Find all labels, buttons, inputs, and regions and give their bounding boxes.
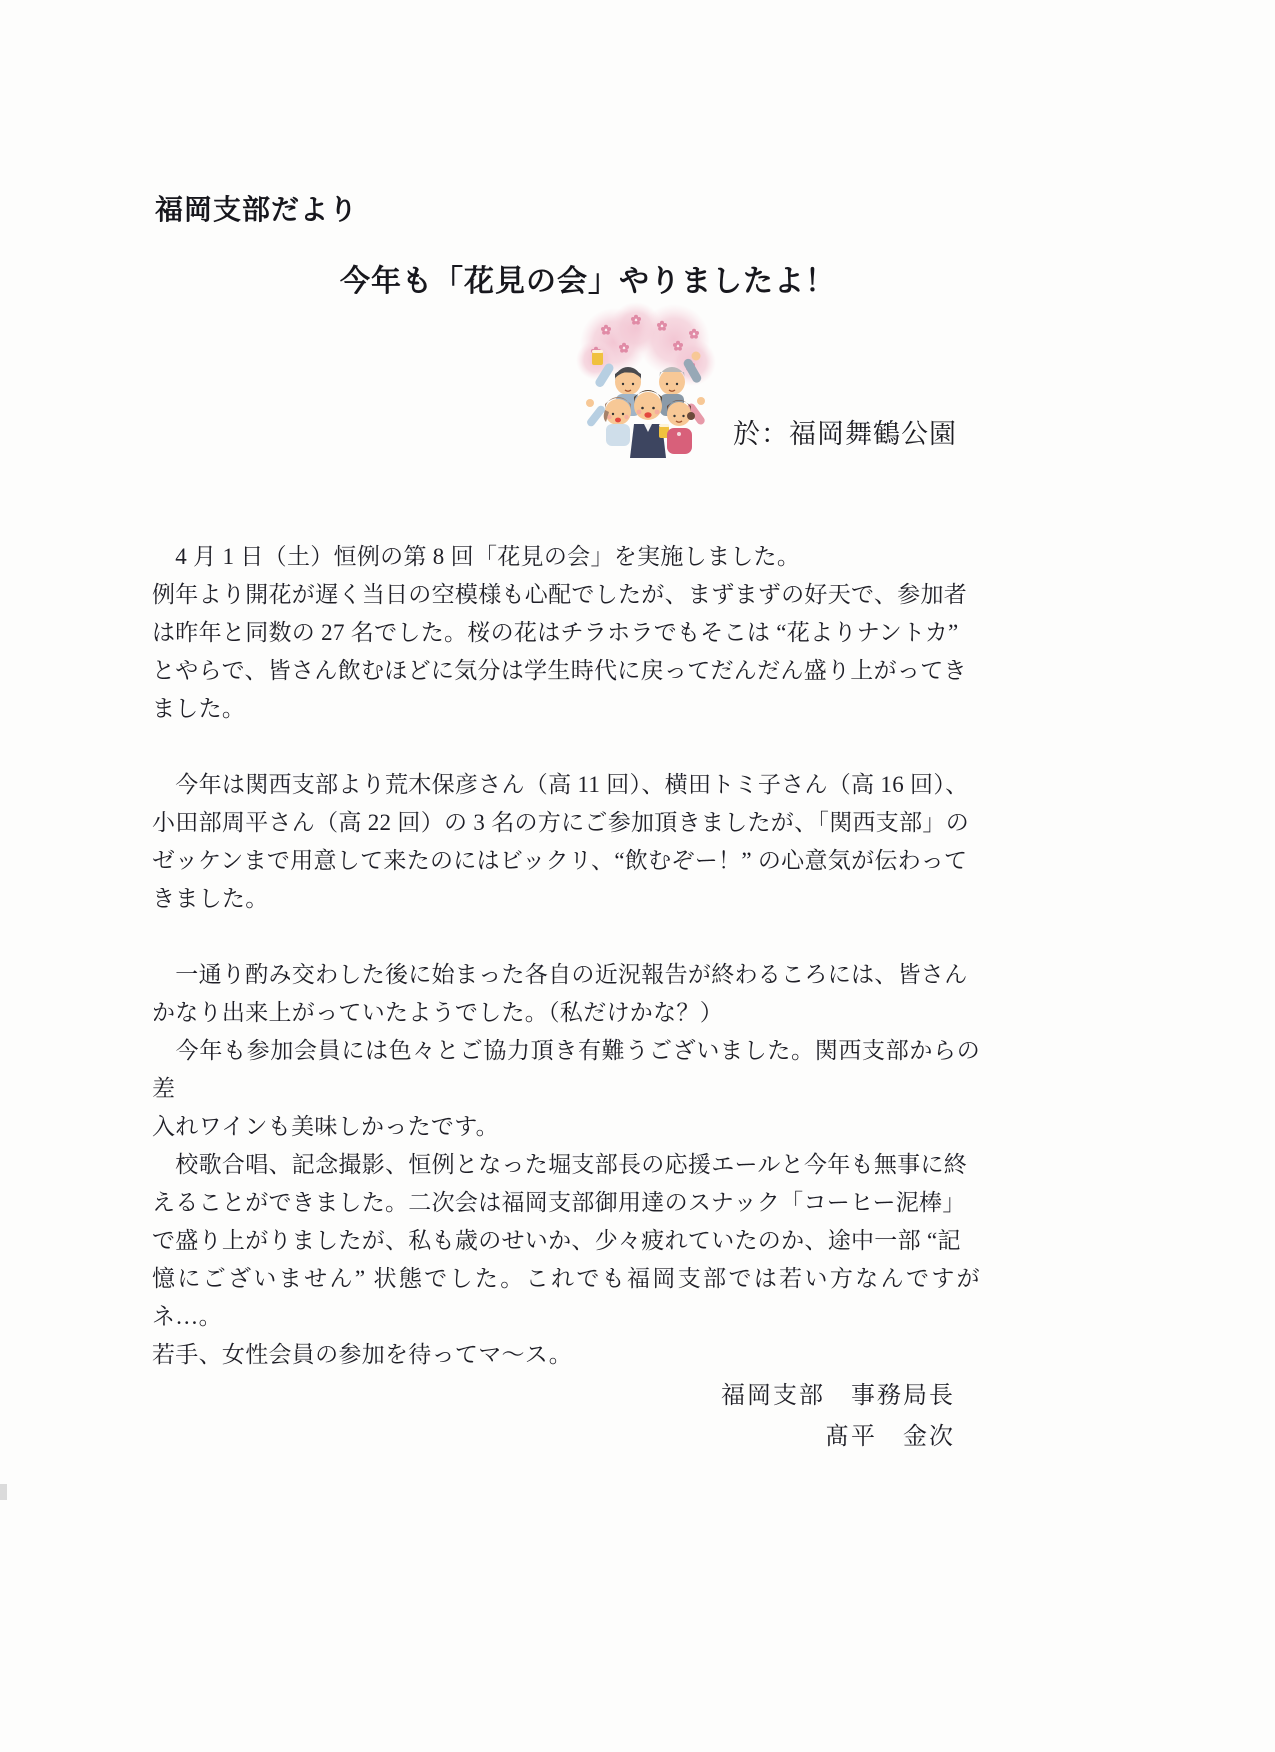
text-line: 若手、女性会員の参加を待ってマ～ス。 xyxy=(152,1342,573,1367)
page-title: 福岡支部だより xyxy=(155,194,359,225)
paragraph-3 xyxy=(152,956,980,1146)
paragraph-1 xyxy=(152,538,980,728)
signature-block xyxy=(721,1376,955,1458)
text-line: かなり出来上がっていたようでした。（私だけかな？） xyxy=(152,1000,723,1025)
text-line: は昨年と同数の 27 名でした。桜の花はチラホラでもそこは “花よりナントカ” xyxy=(152,620,959,645)
text-line: 入れワインも美味しかったです。 xyxy=(152,1114,499,1139)
hanami-clipart-svg xyxy=(566,300,728,462)
text-line: 4 月 1 日（土）恒例の第 8 回「花見の会」を実施しました。 xyxy=(152,544,801,569)
scan-artifact xyxy=(0,1484,7,1500)
text-line: 髙平 金次 xyxy=(825,1424,955,1450)
text-line: 小田部周平さん（高 22 回）の 3 名の方にご参加頂きましたが、「関西支部」の xyxy=(152,810,969,835)
text-line: で盛り上がりましたが、私も歳のせいか、少々疲れていたのか、途中一部 “記 xyxy=(152,1228,961,1253)
headline: 今年も「花見の会」やりましたよ！ xyxy=(340,265,836,298)
text-line: きました。 xyxy=(152,886,269,911)
text-line: 例年より開花が遅く当日の空模様も心配でしたが、まずまずの好天で、参加者 xyxy=(152,582,968,607)
text-line: 福岡支部 事務局長 xyxy=(721,1383,955,1409)
hanami-party-illustration xyxy=(566,300,728,462)
text-line: 憶にございません” 状態でした。これでも福岡支部では若い方なんですがネ…。 xyxy=(152,1266,980,1329)
text-line: とやらで、皆さん飲むほどに気分は学生時代に戻ってだんだん盛り上がってき xyxy=(152,658,967,683)
text-line: 今年も参加会員には色々とご協力頂き有難うございました。関西支部からの差 xyxy=(152,1038,980,1101)
text-line: 今年は関西支部より荒木保彦さん（高 11 回）、横田トミ子さん（高 16 回）、 xyxy=(152,772,969,797)
text-line: ました。 xyxy=(152,696,246,721)
text-line: 校歌合唱、記念撮影、恒例となった堀支部長の応援エールと今年も無事に終 xyxy=(152,1152,968,1177)
paragraph-2 xyxy=(152,766,980,918)
text-line: えることができました。二次会は福岡支部御用達のスナック「コーヒー泥棒」 xyxy=(152,1190,966,1215)
paragraph-4 xyxy=(152,1146,980,1374)
text-line: 一通り酌み交わした後に始まった各自の近況報告が終わるころには、皆さん xyxy=(152,962,968,987)
text-line: ゼッケンまで用意して来たのにはビックリ、“飲むぞー！” の心意気が伝わって xyxy=(152,848,968,873)
location-caption: 於：福岡舞鶴公園 xyxy=(733,419,957,449)
